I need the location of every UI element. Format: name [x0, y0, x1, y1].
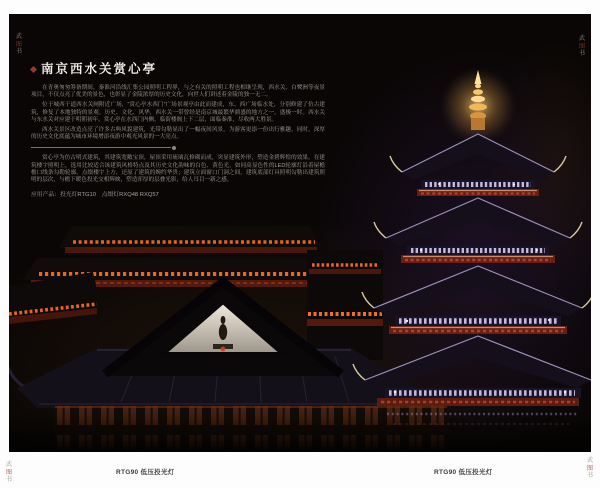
photo-bottom-fade	[9, 410, 591, 452]
section-divider	[31, 147, 171, 148]
article-section2-paragraph: 赏心亭为仿古明式建筑，其建筑宽敞宝顶，屋顶采用琉璃瓦修砌而成，突显建筑外形，塑造金碧辉煌的效果。在建筑楼宇照明上，选用比较适合该建筑风格特点及其历史文化韵味的白色、黄色光，如同高显色性的LED轮廓灯沿着屋檐檐口线条勾勒轮廓，点缀楼宇上方，还原了建筑的婉约华贵；建筑立面窗口门洞之间，建筑底部灯具照明勾勒出建筑照明的层次，与檐下暖色投光交相辉映，塑造浑厚的层叠光影，给人耳目一新之感。	[31, 155, 325, 184]
red-lantern-glow	[221, 347, 226, 352]
footer-right-product-label: RTG90 低压投光灯	[434, 469, 493, 476]
footer-left-product-label: RTG90 低压投光灯	[116, 469, 175, 476]
xishuiguan-night-photo	[9, 14, 591, 452]
gable-ornament-silhouette	[219, 324, 227, 340]
edge-marker-bottom-right: 武 图 书	[586, 458, 593, 479]
article-paragraph: 位于城西干道西水关闸附近广场，“赏心亭水西门”广场景观亭由此而建成，东、西广场临水处，分别修建了仿古建筑，修复了本地独特的景观。历史、文化、风华，西水关一带曾经是南京城最繁华鼎盛的地方之一，盛极一时。西水关与东水关对应建于明朝初年，赏心亭在水西门内侧，临街楼阁上下二层，面临秦淮，尽收两大胜景。	[31, 102, 325, 123]
edge-marker-top-right: 武 图 书	[578, 36, 585, 57]
hall-right-tower	[307, 250, 383, 360]
edge-marker-bottom-left: 武 图 书	[5, 462, 12, 483]
article-text-block	[31, 62, 325, 202]
title-diamond-icon	[30, 65, 37, 72]
applied-products-line: 应用产品：投光灯RTG10 点缀灯RXQ48 RXQ57	[31, 192, 159, 199]
article-paragraph: 西水关景区改造点亮了许多古典风貌建筑，光带勾勒显出了一幅夜间风景，为游客更添一份出行雅趣，同时，深厚的历史文化底蕴为城市环境增添夜游中观光风景的一大亮点。	[31, 127, 325, 141]
page-title: 南京西水关赏心亭	[41, 62, 158, 76]
divider-dot-icon	[172, 146, 176, 150]
article-paragraph: 在青奥匆匆筹备期间，秦淮河沿线汇集公园照明工程界，与之有关的照明工程也相继呈现，西水关、白鹭洲等夜景项目，不仅点亮了优美的景色，也彰显了金陵浓厚的历史文化，向世人们讲述着金陵的独一无二。	[31, 85, 325, 99]
edge-marker-top-left: 武 图 书	[15, 34, 22, 55]
